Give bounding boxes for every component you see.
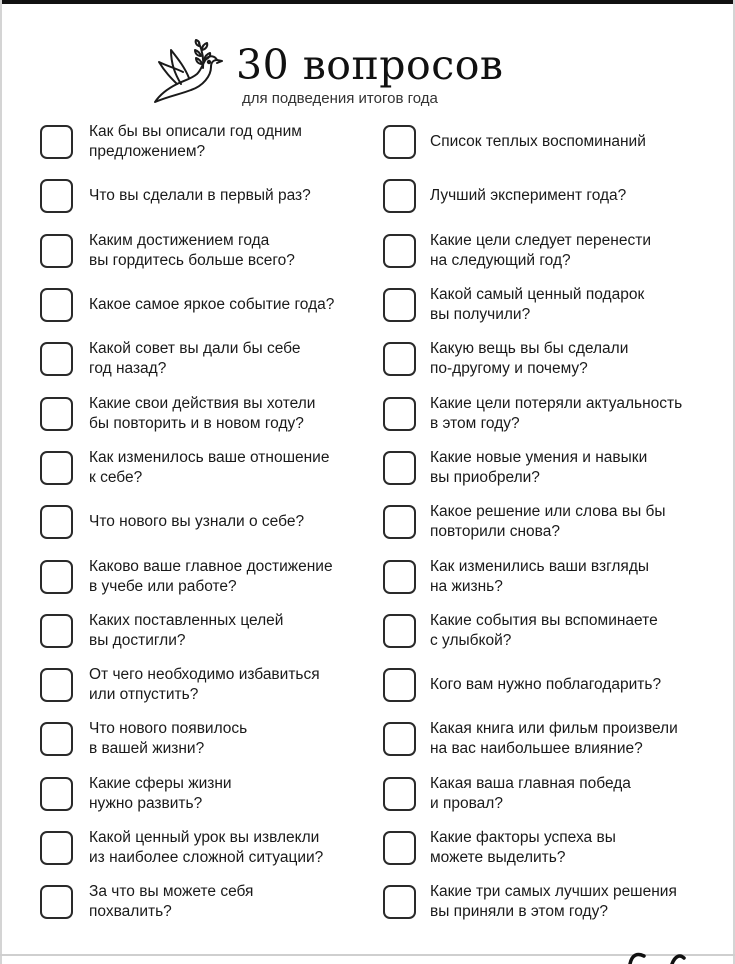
question-text: Лучший эксперимент года? — [430, 187, 627, 205]
question-checkbox[interactable] — [383, 397, 416, 431]
page-subtitle: для подведения итогов года — [242, 90, 438, 107]
question-text: От чего необходимо избавиться или отпустить? — [89, 666, 320, 704]
question-checkbox[interactable] — [383, 125, 416, 159]
question-checkbox[interactable] — [383, 342, 416, 376]
question-item — [40, 549, 383, 603]
question-item — [383, 821, 730, 875]
question-checkbox[interactable] — [383, 777, 416, 811]
question-checkbox[interactable] — [383, 505, 416, 539]
question-text: Список теплых воспоминаний — [430, 133, 646, 151]
question-text: Какой самый ценный подарок вы получили? — [430, 286, 645, 324]
question-text: Как бы вы описали год одним предложением? — [89, 123, 302, 161]
question-checkbox[interactable] — [383, 831, 416, 865]
question-checkbox[interactable] — [40, 722, 73, 756]
question-text: Какие цели потеряли актуальность в этом году? — [430, 394, 683, 432]
question-item — [40, 604, 383, 658]
header — [0, 32, 735, 112]
question-item — [40, 495, 383, 549]
question-row — [40, 604, 730, 658]
question-text: За что вы можете себя похвалить? — [89, 883, 254, 921]
page-title: 30 вопросов — [236, 41, 504, 89]
question-checkbox[interactable] — [40, 505, 73, 539]
question-row — [40, 441, 730, 495]
question-item — [383, 278, 730, 332]
question-text: Какие три самых лучших решения вы приняли в этом году? — [430, 883, 677, 921]
question-text: Какая книга или фильм произвели на вас наибольшее влияние? — [430, 720, 678, 758]
question-item — [383, 115, 730, 169]
question-row — [40, 549, 730, 603]
question-text: Каким достижением года вы гордитесь больше всего? — [89, 231, 295, 269]
question-item — [40, 169, 383, 223]
question-row — [40, 224, 730, 278]
question-row — [40, 658, 730, 712]
questions-grid — [40, 115, 730, 929]
question-checkbox[interactable] — [383, 179, 416, 213]
question-text: Какие события вы вспоминаете с улыбкой? — [430, 611, 658, 649]
question-text: Как изменились ваши взгляды на жизнь? — [430, 557, 650, 595]
question-text: Как изменилось ваше отношение к себе? — [89, 448, 330, 486]
question-row — [40, 332, 730, 386]
question-checkbox[interactable] — [383, 234, 416, 268]
question-item — [40, 278, 383, 332]
question-text: Какую вещь вы бы сделали по-другому и почему? — [430, 340, 629, 378]
question-checkbox[interactable] — [40, 668, 73, 702]
question-checkbox[interactable] — [40, 397, 73, 431]
question-item — [383, 386, 730, 440]
top-border — [0, 0, 735, 4]
question-checkbox[interactable] — [40, 885, 73, 919]
question-checkbox[interactable] — [383, 885, 416, 919]
question-item — [383, 169, 730, 223]
question-text: Какие новые умения и навыки вы приобрели? — [430, 448, 648, 486]
question-text: Что нового вы узнали о себе? — [89, 513, 305, 531]
question-row — [40, 495, 730, 549]
question-item — [40, 821, 383, 875]
question-text: Какая ваша главная победа и провал? — [430, 774, 631, 812]
question-item — [40, 767, 383, 821]
question-checkbox[interactable] — [40, 179, 73, 213]
question-text: Какие свои действия вы хотели бы повторить и в новом году? — [89, 394, 316, 432]
question-item — [383, 767, 730, 821]
question-text: Кого вам нужно поблагодарить? — [430, 676, 662, 694]
question-row — [40, 875, 730, 929]
question-row — [40, 821, 730, 875]
question-item — [383, 875, 730, 929]
question-text: Каких поставленных целей вы достигли? — [89, 611, 284, 649]
question-row — [40, 712, 730, 766]
question-item — [40, 441, 383, 495]
question-checkbox[interactable] — [40, 451, 73, 485]
question-row — [40, 767, 730, 821]
question-item — [383, 441, 730, 495]
question-item — [383, 712, 730, 766]
question-row — [40, 115, 730, 169]
question-item — [383, 658, 730, 712]
question-item — [383, 224, 730, 278]
question-checkbox[interactable] — [40, 288, 73, 322]
question-row — [40, 386, 730, 440]
question-checkbox[interactable] — [40, 777, 73, 811]
question-text: Что нового появилось в вашей жизни? — [89, 720, 248, 758]
question-item — [40, 712, 383, 766]
question-checkbox[interactable] — [40, 560, 73, 594]
question-text: Каково ваше главное достижение в учебе или работе? — [89, 557, 333, 595]
question-text: Какой ценный урок вы извлекли из наиболее сложной ситуации? — [89, 829, 324, 866]
question-item — [40, 115, 383, 169]
question-row — [40, 278, 730, 332]
question-checkbox[interactable] — [383, 614, 416, 648]
question-checkbox[interactable] — [40, 831, 73, 865]
question-item — [40, 386, 383, 440]
question-checkbox[interactable] — [383, 722, 416, 756]
question-checkbox[interactable] — [40, 614, 73, 648]
question-checkbox[interactable] — [383, 451, 416, 485]
question-item — [40, 332, 383, 386]
question-checkbox[interactable] — [40, 342, 73, 376]
question-item — [40, 658, 383, 712]
question-text: Что вы сделали в первый раз? — [89, 187, 311, 205]
corner-decoration — [622, 944, 712, 964]
question-item — [383, 495, 730, 549]
question-checkbox[interactable] — [383, 288, 416, 322]
question-checkbox[interactable] — [383, 560, 416, 594]
question-item — [383, 604, 730, 658]
left-border — [0, 0, 2, 964]
question-text: Какой совет вы дали бы себе год назад? — [89, 340, 301, 378]
dove-icon — [147, 38, 225, 104]
question-row — [40, 169, 730, 223]
question-item — [40, 224, 383, 278]
question-item — [383, 332, 730, 386]
question-checkbox[interactable] — [40, 234, 73, 268]
question-checkbox[interactable] — [40, 125, 73, 159]
question-text: Какие цели следует перенести на следующий год? — [430, 231, 651, 269]
question-text: Какое самое яркое событие года? — [89, 296, 335, 314]
question-text: Какие сферы жизни нужно развить? — [89, 774, 232, 812]
question-checkbox[interactable] — [383, 668, 416, 702]
question-text: Какое решение или слова вы бы повторили снова? — [430, 503, 666, 541]
question-text: Какие факторы успеха вы можете выделить? — [430, 829, 616, 866]
question-item — [383, 549, 730, 603]
question-item — [40, 875, 383, 929]
